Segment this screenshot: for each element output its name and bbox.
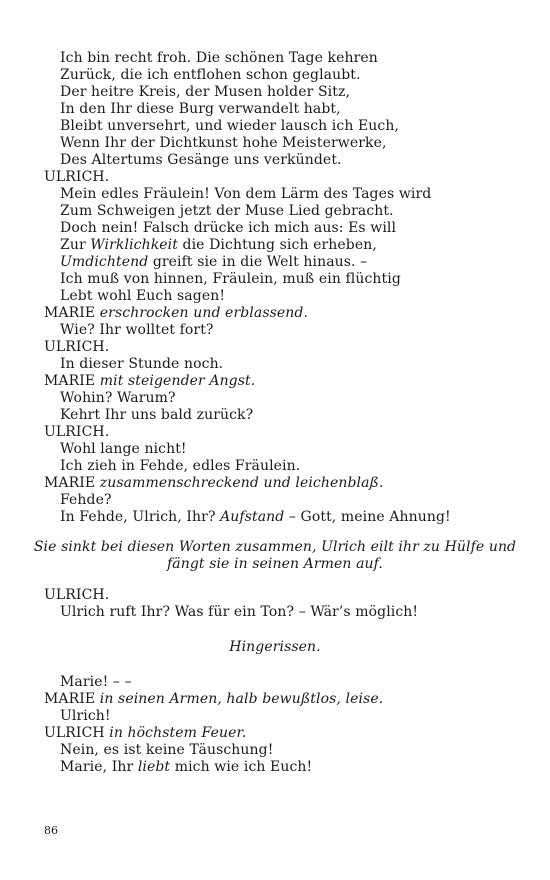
line-text: Marie! – – [60, 674, 132, 690]
stage-direction [0, 556, 550, 573]
line-text: Wohl lange nicht! [60, 441, 187, 457]
line-text: ULRICH. [44, 339, 110, 355]
line-text: Ich bin recht froh. Die schönen Tage kehren [60, 50, 378, 66]
verse-line [0, 101, 550, 118]
line-text: MARIE [44, 373, 100, 389]
verse-line [0, 237, 550, 254]
page-number: 86 [44, 824, 58, 837]
speaker-line [0, 169, 550, 186]
italic-text: mit steigender Angst. [99, 373, 256, 389]
line-text: ULRICH. [44, 424, 110, 440]
line-text: mich wie ich Euch! [170, 759, 313, 775]
line-text: Ich muß von hinnen, Fräulein, muß ein flüchtig [60, 271, 401, 287]
line-text: MARIE [44, 691, 100, 707]
verse-line [0, 742, 550, 759]
line-text: Des Altertums Gesänge uns verkündet. [60, 152, 342, 168]
line-text: In Fehde, Ulrich, Ihr? [60, 509, 221, 525]
line-text: ULRICH. [44, 587, 110, 603]
italic-text: in seinen Armen, halb bewußtlos, leise. [99, 691, 384, 707]
italic-text: in höchstem Feuer. [109, 725, 247, 741]
italic-text: Hingerissen. [229, 639, 321, 655]
verse-line [0, 50, 550, 67]
line-text: die Dichtung sich erheben, [177, 237, 377, 253]
line-text: Ich zieh in Fehde, edles Fräulein. [60, 458, 301, 474]
line-text: Marie, Ihr [60, 759, 138, 775]
line-text: Bleibt unversehrt, und wieder lausch ich Euch, [60, 118, 400, 134]
line-text: Zum Schweigen jetzt der Muse Lied gebracht. [60, 203, 394, 219]
verse-line [0, 708, 550, 725]
line-text: Lebt wohl Euch sagen! [60, 288, 226, 304]
verse-line [0, 604, 550, 621]
line-text: Ulrich ruft Ihr? Was für ein Ton? – Wär’s möglich! [60, 604, 419, 620]
speaker-line [0, 691, 550, 708]
line-text: Ulrich! [60, 708, 111, 724]
line-text: Kehrt Ihr uns bald zurück? [60, 407, 254, 423]
line-text: Wohin? Warum? [60, 390, 176, 406]
line-text: – Gott, meine Ahnung! [284, 509, 451, 525]
verse-line [0, 118, 550, 135]
line-text: MARIE [44, 305, 100, 321]
line-text: Zur [60, 237, 91, 253]
verse-line [0, 356, 550, 373]
line-text: Zurück, die ich entflohen schon geglaubt. [60, 67, 361, 83]
speaker-line [0, 725, 550, 742]
speaker-line [0, 587, 550, 604]
line-text: Nein, es ist keine Täuschung! [60, 742, 274, 758]
verse-line [0, 674, 550, 691]
speaker-line [0, 424, 550, 441]
italic-text: liebt [137, 759, 171, 775]
verse-line [0, 271, 550, 288]
verse-line [0, 186, 550, 203]
italic-text: Aufstand [220, 509, 285, 525]
verse-line [0, 407, 550, 424]
line-text: Fehde? [60, 492, 112, 508]
verse-line [0, 67, 550, 84]
line-text: Der heitre Kreis, der Musen holder Sitz, [60, 84, 350, 100]
italic-text: fängt sie in seinen Armen auf. [167, 556, 383, 572]
verse-line [0, 458, 550, 475]
line-text: Wenn Ihr der Dichtkunst hohe Meisterwerke, [60, 135, 387, 151]
line-text: In den Ihr diese Burg verwandelt habt, [60, 101, 341, 117]
verse-line [0, 322, 550, 339]
verse-line [0, 203, 550, 220]
verse-line [0, 220, 550, 237]
verse-line [0, 509, 550, 526]
speaker-line [0, 339, 550, 356]
stage-direction [0, 539, 550, 556]
line-text: In dieser Stunde noch. [60, 356, 224, 372]
verse-line [0, 492, 550, 509]
verse-line [0, 135, 550, 152]
speaker-line [0, 475, 550, 492]
verse-line [0, 84, 550, 101]
verse-line [0, 441, 550, 458]
speaker-line [0, 373, 550, 390]
speaker-line [0, 305, 550, 322]
line-text: greift sie in die Welt hinaus. – [148, 254, 368, 270]
italic-text: Umdichtend [60, 254, 149, 270]
verse-line [0, 152, 550, 169]
line-text: Mein edles Fräulein! Von dem Lärm des Tages wird [60, 186, 432, 202]
line-text: ULRICH. [44, 169, 110, 185]
line-text: Doch nein! Falsch drücke ich mich aus: Es will [60, 220, 397, 236]
verse-line [0, 288, 550, 305]
italic-text: zusammenschreckend und leichenblaß. [99, 475, 384, 491]
italic-text: Wirklichkeit [90, 237, 178, 253]
italic-text: Sie sinkt bei diesen Worten zusammen, Ulrich eilt ihr zu Hülfe und [33, 539, 517, 555]
verse-line [0, 390, 550, 407]
verse-line [0, 759, 550, 776]
verse-line [0, 254, 550, 271]
line-text: MARIE [44, 475, 100, 491]
line-text: ULRICH [44, 725, 110, 741]
stage-direction [0, 639, 550, 656]
line-text: Wie? Ihr wolltet fort? [60, 322, 214, 338]
italic-text: erschrocken und erblassend. [99, 305, 309, 321]
